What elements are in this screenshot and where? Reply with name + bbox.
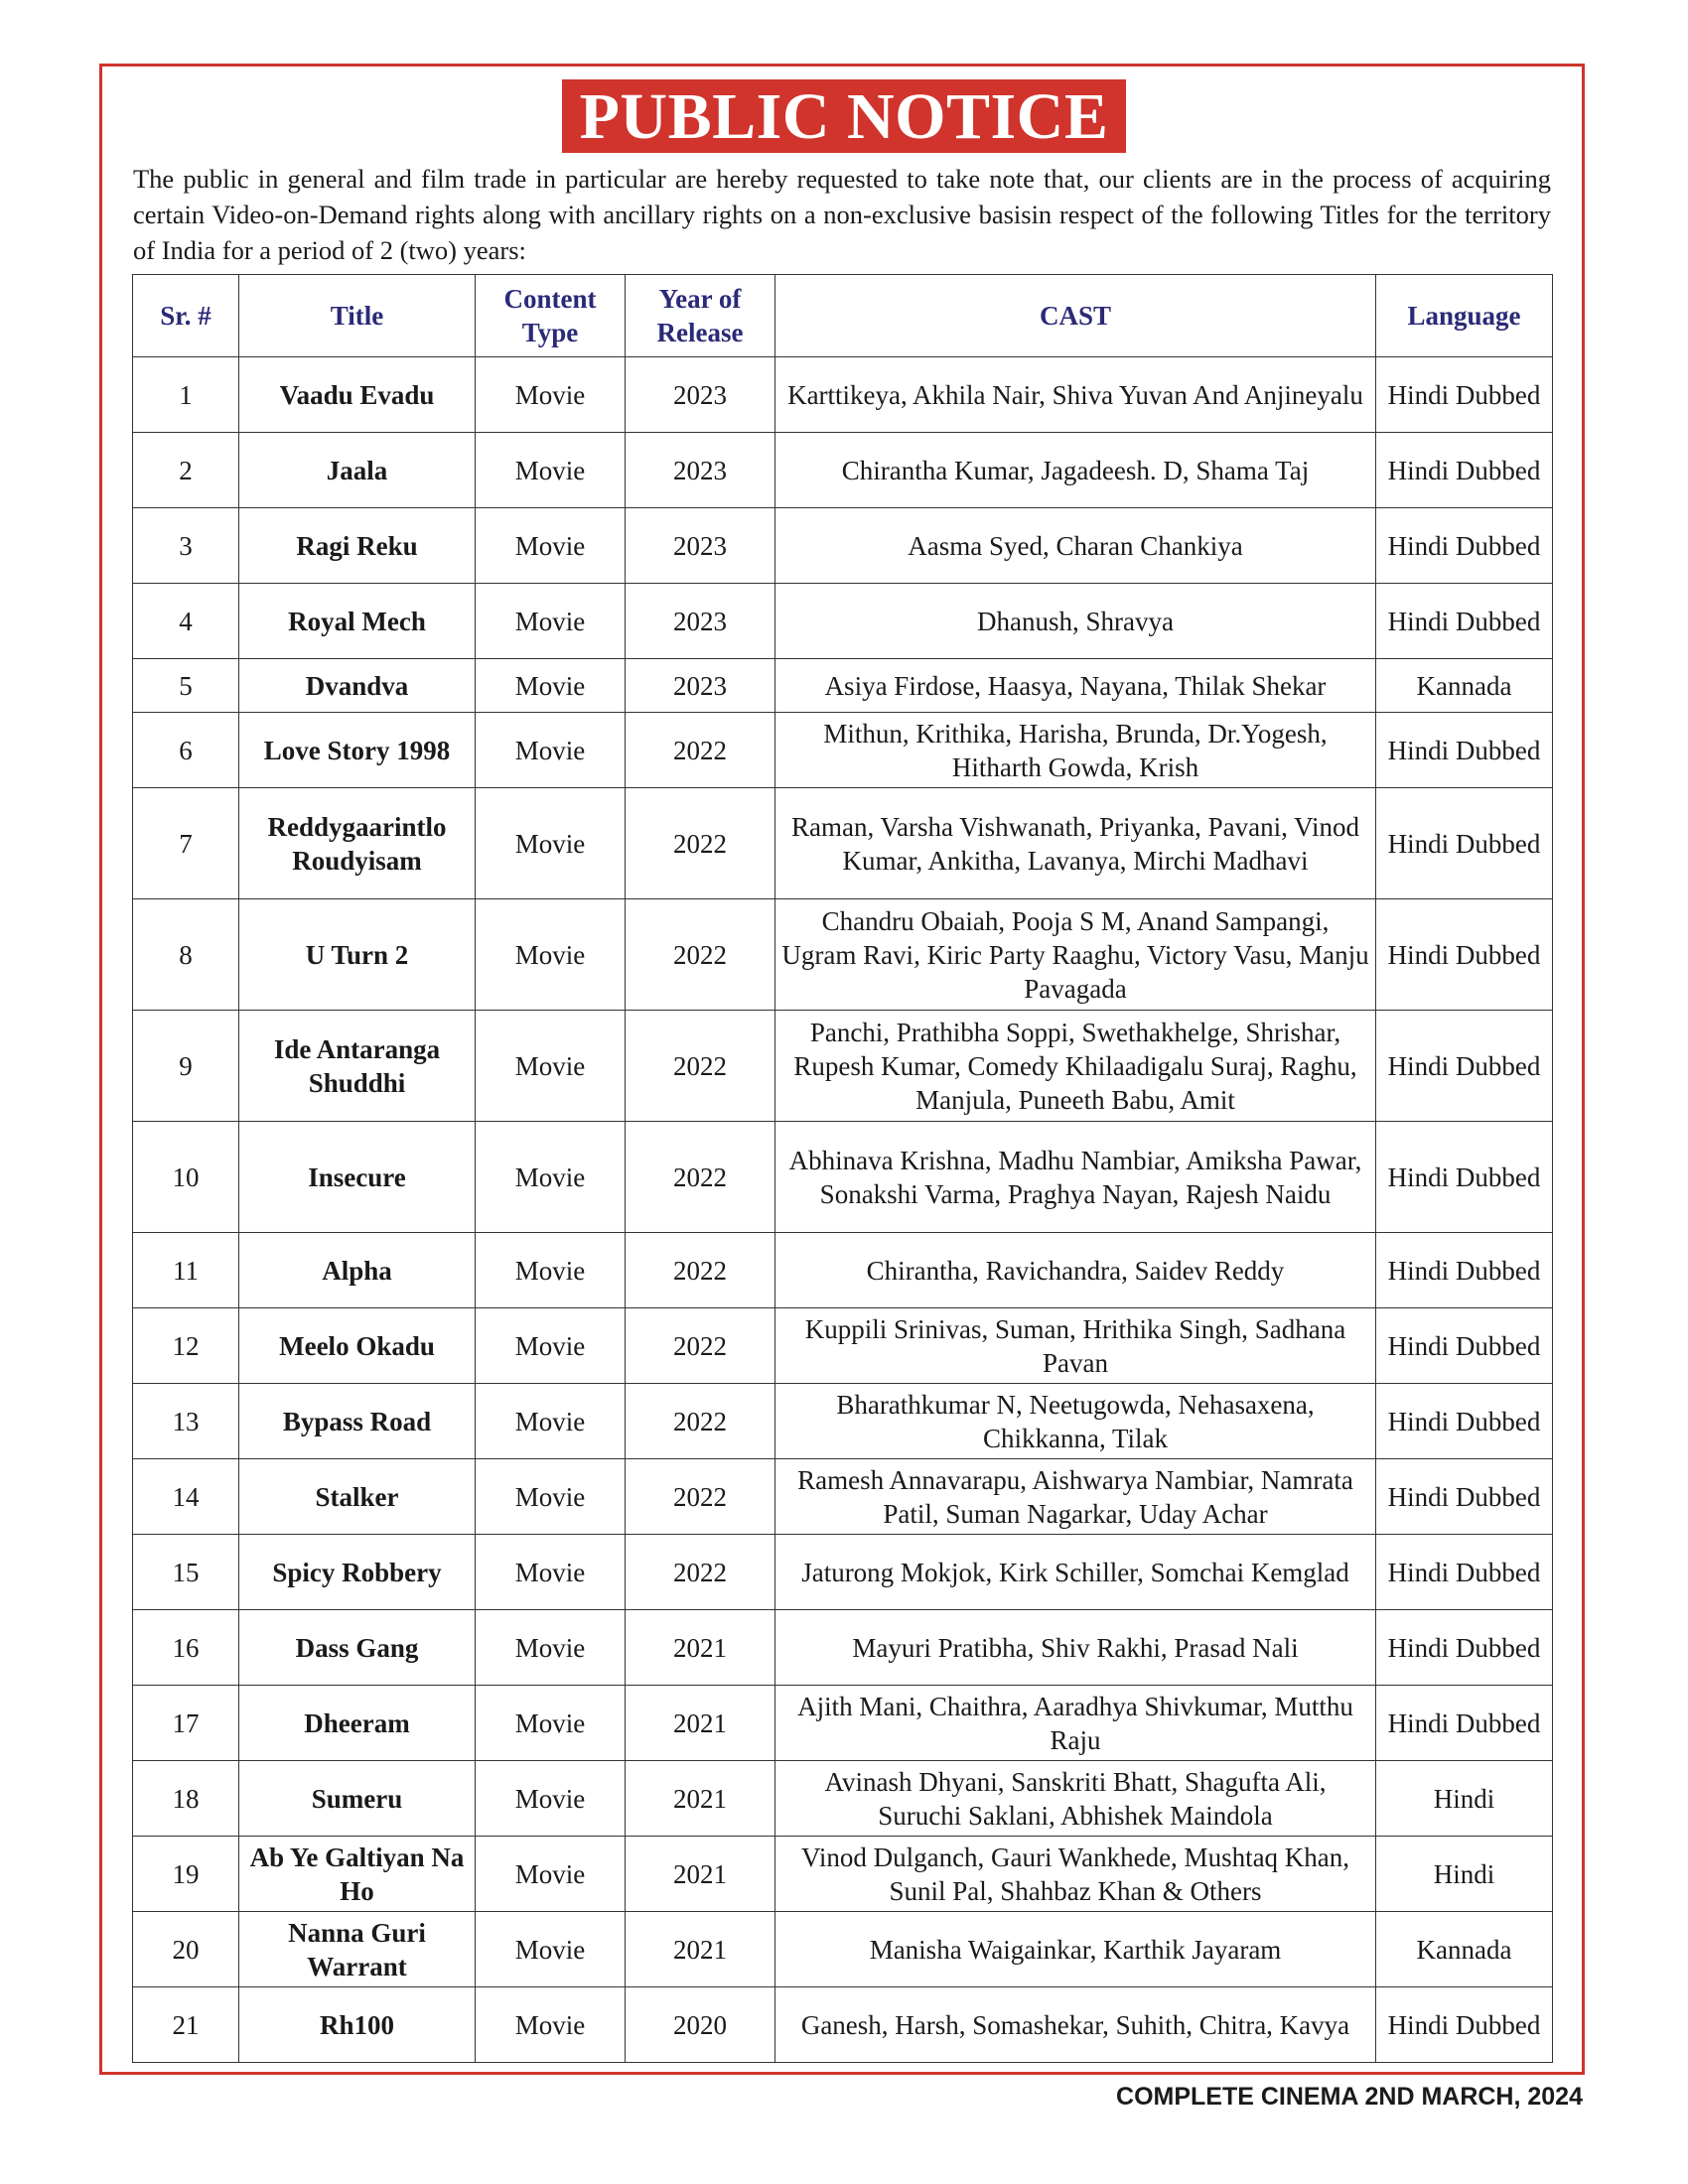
row-year: 2022	[626, 1459, 775, 1535]
row-year: 2022	[626, 1011, 775, 1122]
table-row	[133, 508, 1553, 584]
row-sr: 16	[133, 1610, 239, 1686]
row-language: Hindi Dubbed	[1376, 713, 1553, 788]
row-content-type: Movie	[476, 788, 626, 899]
row-year: 2021	[626, 1912, 775, 1987]
row-year: 2023	[626, 357, 775, 433]
row-language: Kannada	[1376, 659, 1553, 713]
row-cast: Kuppili Srinivas, Suman, Hrithika Singh, Sadhana Pavan	[775, 1308, 1376, 1384]
table-row	[133, 1233, 1553, 1308]
row-year: 2022	[626, 788, 775, 899]
row-year: 2022	[626, 1535, 775, 1610]
row-language: Hindi	[1376, 1837, 1553, 1912]
row-sr: 21	[133, 1987, 239, 2063]
row-sr: 19	[133, 1837, 239, 1912]
titles-table	[132, 274, 1553, 2063]
table-row	[133, 713, 1553, 788]
table-row	[133, 1011, 1553, 1122]
row-content-type: Movie	[476, 508, 626, 584]
row-cast: Ajith Mani, Chaithra, Aaradhya Shivkumar, Mutthu Raju	[775, 1686, 1376, 1761]
table-row	[133, 1610, 1553, 1686]
row-year: 2021	[626, 1761, 775, 1837]
row-content-type: Movie	[476, 1122, 626, 1233]
row-cast: Bharathkumar N, Neetugowda, Nehasaxena, Chikkanna, Tilak	[775, 1384, 1376, 1459]
header-cast: CAST	[775, 275, 1376, 357]
row-year: 2023	[626, 584, 775, 659]
row-year: 2022	[626, 899, 775, 1011]
row-title: Ab Ye Galtiyan Na Ho	[239, 1837, 476, 1912]
row-content-type: Movie	[476, 1535, 626, 1610]
row-title: Jaala	[239, 433, 476, 508]
row-title: U Turn 2	[239, 899, 476, 1011]
row-language: Hindi Dubbed	[1376, 1384, 1553, 1459]
title-wrap	[0, 79, 1688, 153]
row-sr: 17	[133, 1686, 239, 1761]
table-row	[133, 1384, 1553, 1459]
row-title: Bypass Road	[239, 1384, 476, 1459]
header-content-type: Content Type	[476, 275, 626, 357]
table-row	[133, 433, 1553, 508]
row-language: Hindi Dubbed	[1376, 1535, 1553, 1610]
row-language: Hindi Dubbed	[1376, 584, 1553, 659]
table-row	[133, 788, 1553, 899]
row-content-type: Movie	[476, 1837, 626, 1912]
row-content-type: Movie	[476, 899, 626, 1011]
row-year: 2022	[626, 713, 775, 788]
row-title: Alpha	[239, 1233, 476, 1308]
row-cast: Chandru Obaiah, Pooja S M, Anand Sampangi, Ugram Ravi, Kiric Party Raaghu, Victory Vasu, Manju Pavagada	[775, 899, 1376, 1011]
row-cast: Mayuri Pratibha, Shiv Rakhi, Prasad Nali	[775, 1610, 1376, 1686]
row-content-type: Movie	[476, 1308, 626, 1384]
row-title: Stalker	[239, 1459, 476, 1535]
header-language: Language	[1376, 275, 1553, 357]
row-sr: 10	[133, 1122, 239, 1233]
row-year: 2022	[626, 1384, 775, 1459]
row-year: 2021	[626, 1610, 775, 1686]
table-row	[133, 1308, 1553, 1384]
table-row	[133, 1686, 1553, 1761]
row-sr: 5	[133, 659, 239, 713]
row-cast: Manisha Waigainkar, Karthik Jayaram	[775, 1912, 1376, 1987]
row-sr: 13	[133, 1384, 239, 1459]
row-sr: 12	[133, 1308, 239, 1384]
row-year: 2021	[626, 1837, 775, 1912]
row-title: Sumeru	[239, 1761, 476, 1837]
row-title: Spicy Robbery	[239, 1535, 476, 1610]
row-content-type: Movie	[476, 357, 626, 433]
row-language: Hindi Dubbed	[1376, 1011, 1553, 1122]
row-cast: Karttikeya, Akhila Nair, Shiva Yuvan And Anjineyalu	[775, 357, 1376, 433]
row-sr: 8	[133, 899, 239, 1011]
row-cast: Abhinava Krishna, Madhu Nambiar, Amiksha Pawar, Sonakshi Varma, Praghya Nayan, Rajesh Naidu	[775, 1122, 1376, 1233]
row-content-type: Movie	[476, 1987, 626, 2063]
table-row	[133, 899, 1553, 1011]
row-title: Royal Mech	[239, 584, 476, 659]
row-cast: Raman, Varsha Vishwanath, Priyanka, Pavani, Vinod Kumar, Ankitha, Lavanya, Mirchi Madhavi	[775, 788, 1376, 899]
publication-footer: COMPLETE CINEMA 2ND MARCH, 2024	[1116, 2083, 1583, 2111]
row-title: Nanna Guri Warrant	[239, 1912, 476, 1987]
row-language: Hindi Dubbed	[1376, 508, 1553, 584]
row-year: 2022	[626, 1122, 775, 1233]
row-cast: Mithun, Krithika, Harisha, Brunda, Dr.Yogesh, Hitharth Gowda, Krish	[775, 713, 1376, 788]
row-language: Hindi Dubbed	[1376, 1308, 1553, 1384]
row-content-type: Movie	[476, 584, 626, 659]
row-content-type: Movie	[476, 1761, 626, 1837]
row-sr: 6	[133, 713, 239, 788]
row-cast: Chirantha, Ravichandra, Saidev Reddy	[775, 1233, 1376, 1308]
row-sr: 4	[133, 584, 239, 659]
row-content-type: Movie	[476, 1233, 626, 1308]
row-sr: 3	[133, 508, 239, 584]
row-title: Vaadu Evadu	[239, 357, 476, 433]
row-content-type: Movie	[476, 433, 626, 508]
row-content-type: Movie	[476, 659, 626, 713]
row-sr: 14	[133, 1459, 239, 1535]
row-language: Hindi Dubbed	[1376, 1987, 1553, 2063]
row-title: Dheeram	[239, 1686, 476, 1761]
row-sr: 7	[133, 788, 239, 899]
row-year: 2020	[626, 1987, 775, 2063]
row-cast: Ganesh, Harsh, Somashekar, Suhith, Chitra, Kavya	[775, 1987, 1376, 2063]
row-content-type: Movie	[476, 1011, 626, 1122]
notice-intro: The public in general and film trade in particular are hereby requested to take note that, our clients are in the process of acquiring certain Video-on-Demand rights along with ancillary rights on a non-exclusive basisin respect of the following Titles for the territory of India for a period of 2 (two) years:	[133, 164, 1551, 265]
row-language: Hindi Dubbed	[1376, 1459, 1553, 1535]
row-cast: Dhanush, Shravya	[775, 584, 1376, 659]
row-language: Hindi Dubbed	[1376, 788, 1553, 899]
row-language: Hindi Dubbed	[1376, 899, 1553, 1011]
row-content-type: Movie	[476, 1459, 626, 1535]
row-cast: Avinash Dhyani, Sanskriti Bhatt, Shagufta Ali, Suruchi Saklani, Abhishek Maindola	[775, 1761, 1376, 1837]
row-language: Hindi Dubbed	[1376, 433, 1553, 508]
row-cast: Jaturong Mokjok, Kirk Schiller, Somchai Kemglad	[775, 1535, 1376, 1610]
table-row	[133, 659, 1553, 713]
row-sr: 18	[133, 1761, 239, 1837]
table-row	[133, 357, 1553, 433]
row-year: 2023	[626, 433, 775, 508]
row-year: 2023	[626, 508, 775, 584]
row-language: Hindi	[1376, 1761, 1553, 1837]
row-cast: Chirantha Kumar, Jagadeesh. D, Shama Taj	[775, 433, 1376, 508]
row-sr: 2	[133, 433, 239, 508]
row-year: 2022	[626, 1233, 775, 1308]
row-language: Hindi Dubbed	[1376, 1610, 1553, 1686]
header-title: Title	[239, 275, 476, 357]
table-row	[133, 1987, 1553, 2063]
row-language: Hindi Dubbed	[1376, 1233, 1553, 1308]
row-content-type: Movie	[476, 1912, 626, 1987]
table-row	[133, 1837, 1553, 1912]
row-content-type: Movie	[476, 1686, 626, 1761]
row-title: Ragi Reku	[239, 508, 476, 584]
row-sr: 11	[133, 1233, 239, 1308]
row-title: Meelo Okadu	[239, 1308, 476, 1384]
row-language: Hindi Dubbed	[1376, 1686, 1553, 1761]
header-year: Year of Release	[626, 275, 775, 357]
row-language: Kannada	[1376, 1912, 1553, 1987]
row-content-type: Movie	[476, 1610, 626, 1686]
row-sr: 9	[133, 1011, 239, 1122]
row-year: 2021	[626, 1686, 775, 1761]
row-year: 2022	[626, 1308, 775, 1384]
row-title: Ide Antaranga Shuddhi	[239, 1011, 476, 1122]
row-year: 2023	[626, 659, 775, 713]
row-sr: 15	[133, 1535, 239, 1610]
table-header-row	[133, 275, 1553, 357]
row-language: Hindi Dubbed	[1376, 1122, 1553, 1233]
row-cast: Vinod Dulganch, Gauri Wankhede, Mushtaq Khan, Sunil Pal, Shahbaz Khan & Others	[775, 1837, 1376, 1912]
table-row	[133, 1459, 1553, 1535]
notice-title: PUBLIC NOTICE	[562, 79, 1127, 153]
row-content-type: Movie	[476, 1384, 626, 1459]
row-title: Reddygaarintlo Roudyisam	[239, 788, 476, 899]
row-sr: 1	[133, 357, 239, 433]
header-sr: Sr. #	[133, 275, 239, 357]
row-cast: Ramesh Annavarapu, Aishwarya Nambiar, Namrata Patil, Suman Nagarkar, Uday Achar	[775, 1459, 1376, 1535]
row-cast: Aasma Syed, Charan Chankiya	[775, 508, 1376, 584]
row-language: Hindi Dubbed	[1376, 357, 1553, 433]
row-title: Insecure	[239, 1122, 476, 1233]
table-row	[133, 1912, 1553, 1987]
row-title: Love Story 1998	[239, 713, 476, 788]
table-row	[133, 1535, 1553, 1610]
row-title: Rh100	[239, 1987, 476, 2063]
row-cast: Panchi, Prathibha Soppi, Swethakhelge, Shrishar, Rupesh Kumar, Comedy Khilaadigalu Suraj, Raghu, Manjula, Puneeth Babu, Amit	[775, 1011, 1376, 1122]
table-row	[133, 584, 1553, 659]
row-cast: Asiya Firdose, Haasya, Nayana, Thilak Shekar	[775, 659, 1376, 713]
table-row	[133, 1122, 1553, 1233]
row-title: Dass Gang	[239, 1610, 476, 1686]
row-sr: 20	[133, 1912, 239, 1987]
row-content-type: Movie	[476, 713, 626, 788]
table-row	[133, 1761, 1553, 1837]
row-title: Dvandva	[239, 659, 476, 713]
